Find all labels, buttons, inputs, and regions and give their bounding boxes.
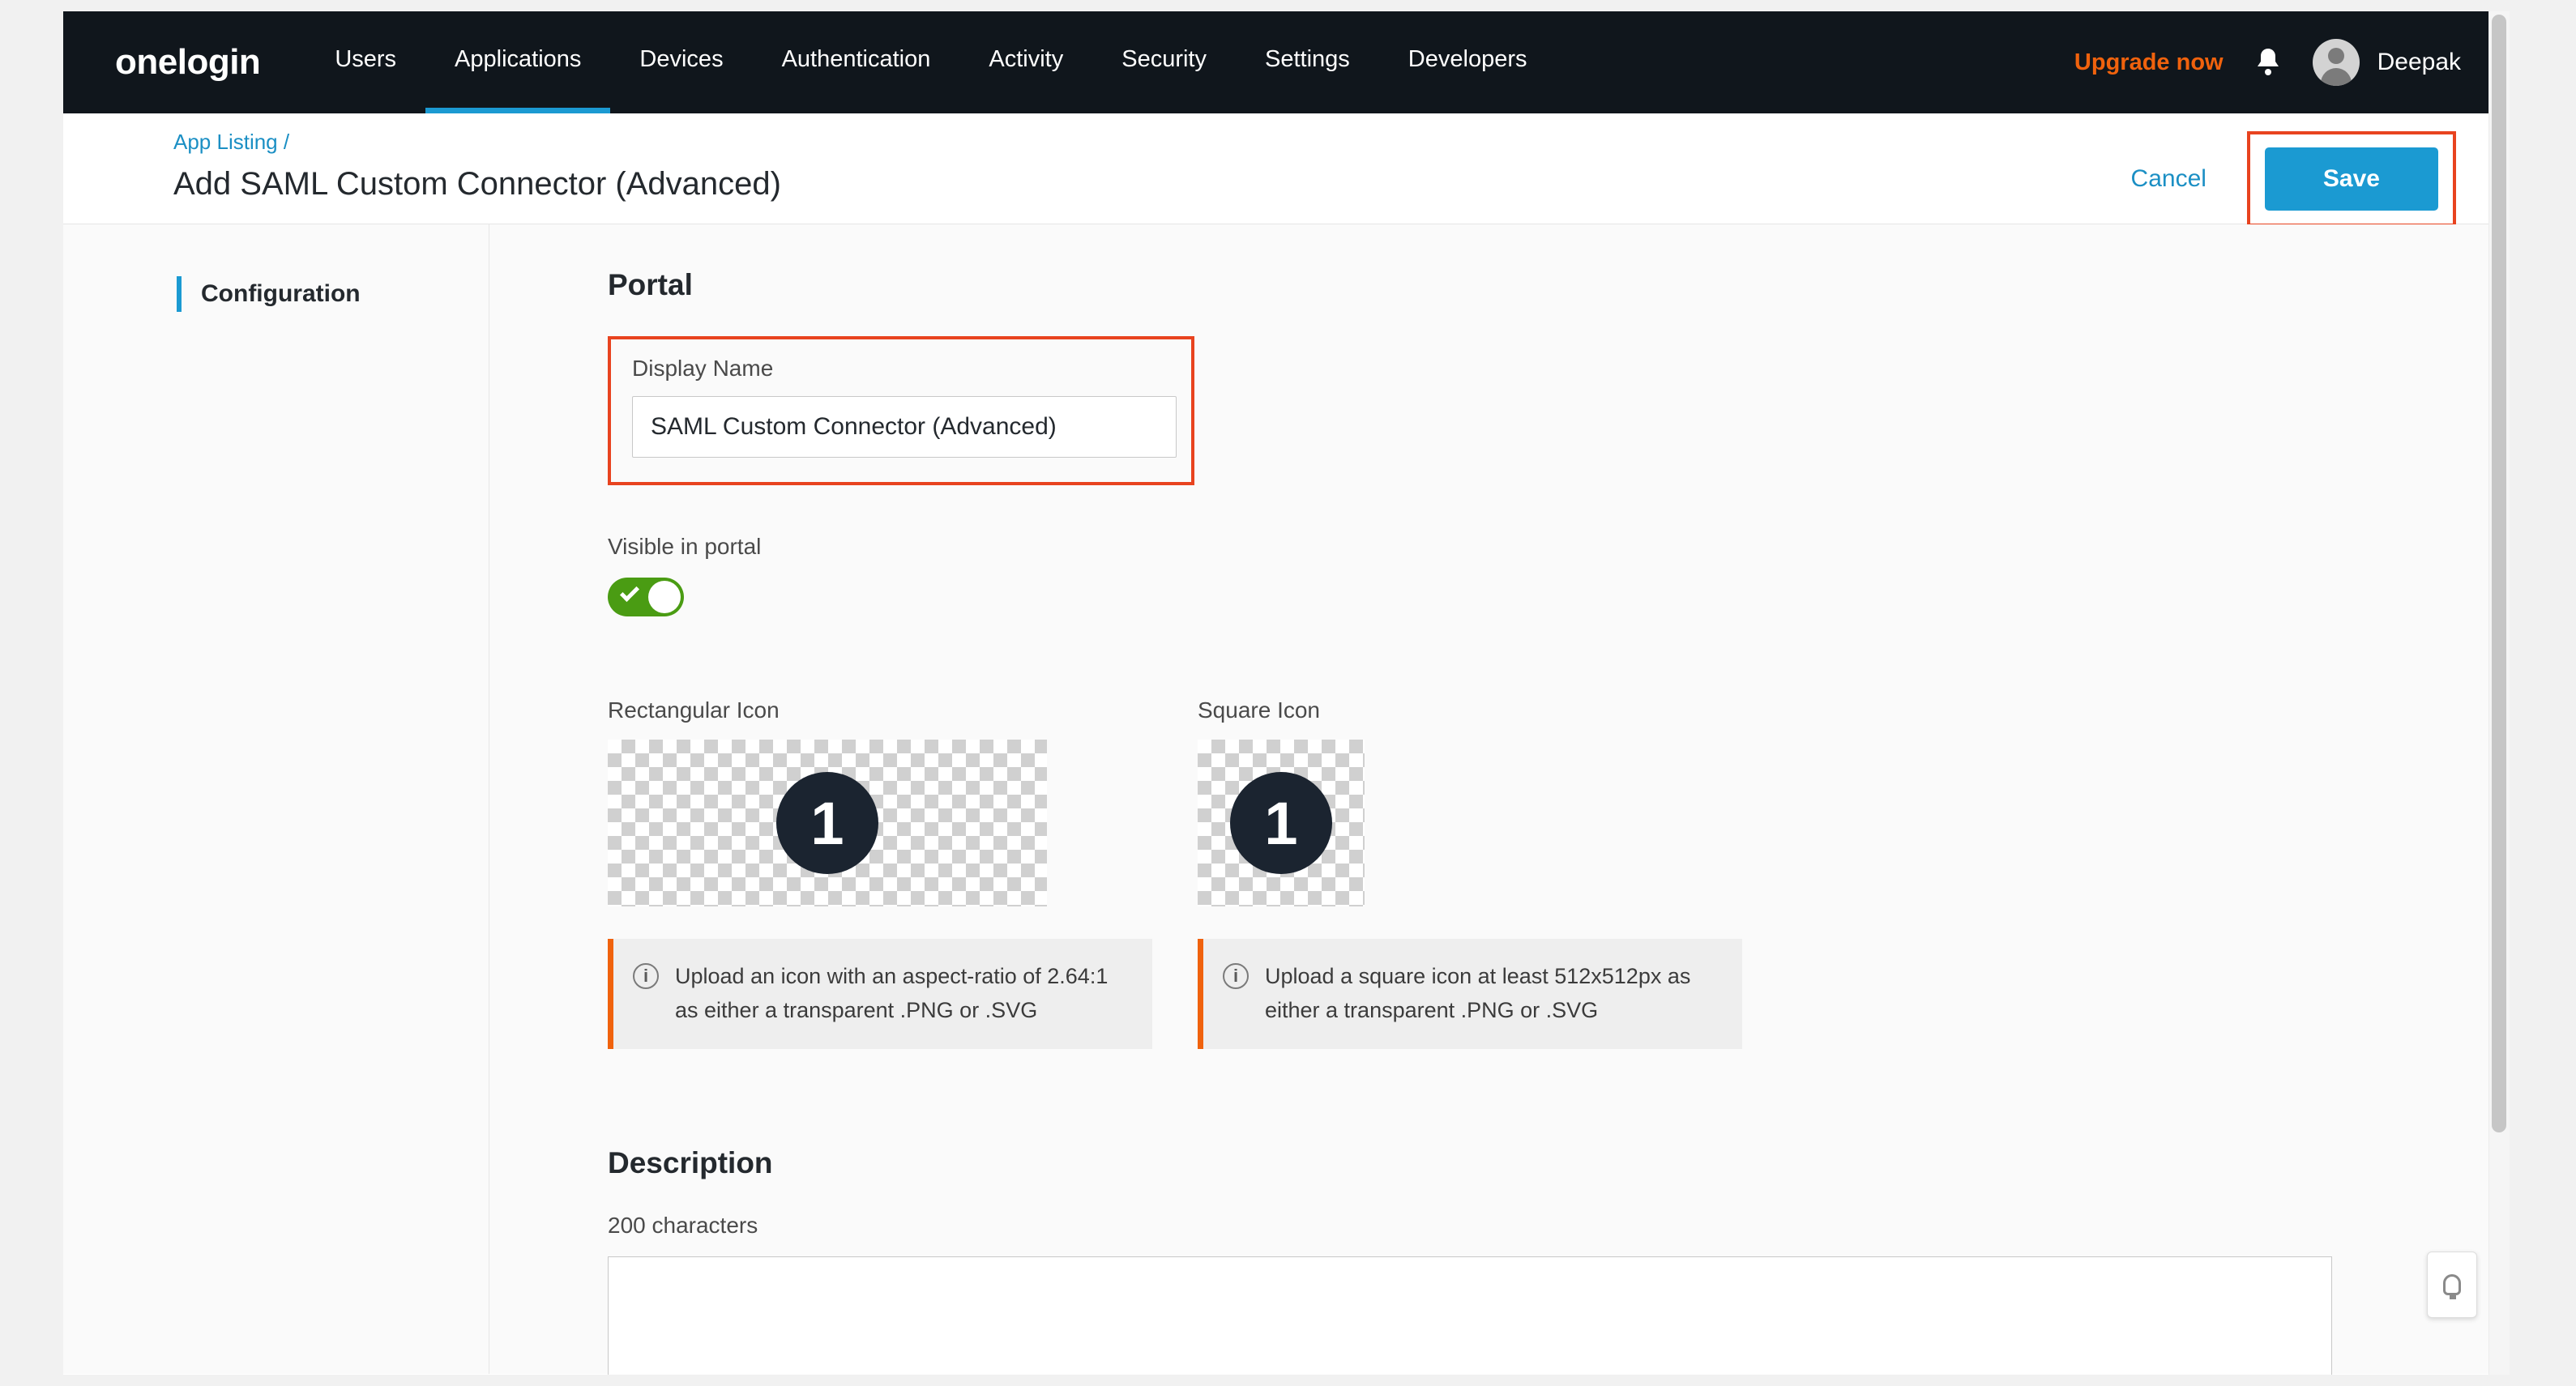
onelogin-mark-icon: 1 [776,772,878,874]
cancel-button[interactable]: Cancel [2130,165,2206,192]
visible-in-portal-label: Visible in portal [608,534,762,559]
nav-item-label: Settings [1265,46,1350,72]
breadcrumb[interactable]: App Listing / [173,130,290,154]
square-icon-hint [1198,939,1742,1049]
square-icon-hint-text: Upload a square icon at least 512x512px as either a transparent .PNG or .SVG [1265,964,1691,1022]
nav-item-users[interactable] [305,11,425,113]
save-button-highlight [2247,131,2456,227]
nav-item-security[interactable] [1092,11,1236,113]
user-menu[interactable] [2313,39,2461,86]
icon-uploads-row [608,697,2510,1049]
save-button[interactable]: Save [2265,147,2438,211]
rectangular-icon-preview[interactable] [608,740,1047,906]
nav-item-authentication[interactable] [753,11,960,113]
description-char-count: 200 characters [608,1212,758,1238]
info-icon: i [1223,963,1249,989]
user-name-label: Deepak [2377,49,2461,75]
lightbulb-icon [2443,1274,2461,1295]
visible-in-portal-field [608,534,2510,616]
nav-item-settings[interactable] [1236,11,1379,113]
portal-section-title: Portal [608,268,693,301]
nav-item-label: Users [335,46,397,72]
left-sidebar [63,224,489,1374]
page-body [63,224,2510,1374]
nav-right-cluster [2074,11,2510,113]
check-icon [620,582,639,602]
avatar-icon [2313,39,2360,86]
nav-item-developers[interactable] [1379,11,1557,113]
nav-item-label: Authentication [781,46,931,72]
description-section-title: Description [608,1145,773,1179]
display-name-input[interactable] [632,396,1177,458]
page-title: Add SAML Custom Connector (Advanced) [173,166,781,202]
help-widget-button[interactable] [2427,1252,2477,1318]
nav-item-activity[interactable] [959,11,1092,113]
square-icon-field [1198,697,1742,1049]
bell-icon[interactable] [2254,47,2282,78]
app-window [63,11,2510,1375]
info-icon: i [633,963,659,989]
description-section [608,1146,2510,1375]
nav-item-label: Applications [455,46,582,72]
display-name-highlight [608,336,1194,485]
header-actions [2118,131,2510,227]
rectangular-icon-hint [608,939,1152,1049]
nav-item-label: Devices [639,46,724,72]
rectangular-icon-field [608,697,1152,1049]
toggle-knob [648,581,681,613]
nav-item-label: Security [1121,46,1207,72]
rectangular-icon-hint-text: Upload an icon with an aspect-ratio of 2.64:1 as either a transparent .PNG or .SVG [675,964,1109,1022]
sidebar-item-label: Configuration [201,280,361,307]
nav-item-devices[interactable] [610,11,752,113]
rectangular-icon-label: Rectangular Icon [608,697,780,723]
main-content [489,224,2510,1374]
nav-item-applications[interactable] [425,11,610,113]
vertical-scrollbar-thumb[interactable] [2492,15,2506,1132]
top-navigation-bar [63,11,2510,113]
sidebar-item-configuration[interactable] [63,271,489,317]
vertical-scrollbar-track[interactable] [2488,11,2510,1375]
primary-nav-items [305,11,1556,113]
visible-in-portal-toggle[interactable] [608,578,684,616]
square-icon-preview[interactable] [1198,740,1365,906]
upgrade-now-link[interactable]: Upgrade now [2074,49,2224,75]
nav-item-label: Developers [1408,46,1527,72]
description-textarea[interactable] [608,1256,2332,1375]
square-icon-label: Square Icon [1198,697,1320,723]
page-header [63,113,2510,224]
onelogin-mark-icon: 1 [1230,772,1332,874]
display-name-label: Display Name [632,356,774,381]
nav-item-label: Activity [989,46,1064,72]
active-indicator [177,276,182,312]
onelogin-logo[interactable]: onelogin [115,42,261,82]
